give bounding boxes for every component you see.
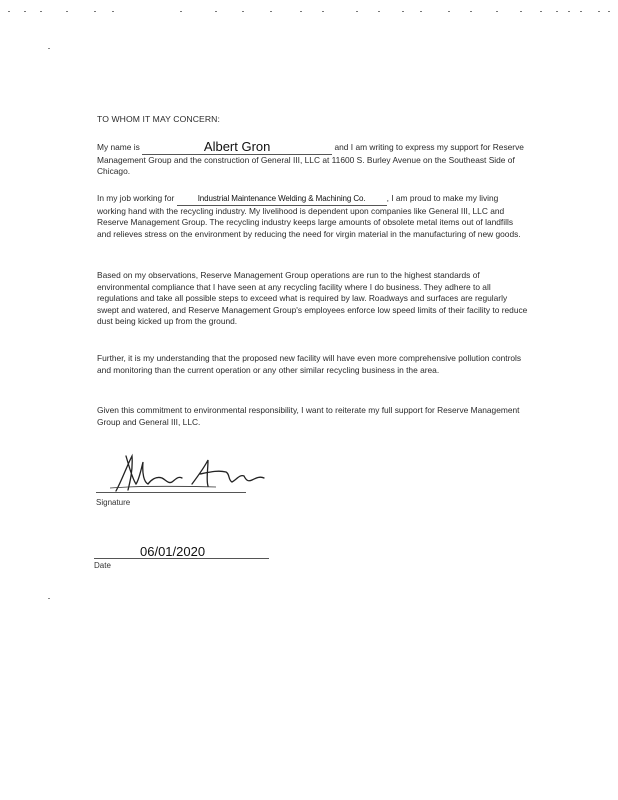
signature-block [96,446,276,516]
paragraph-name-rest: and I am writing to express my support for Reserve Management Group and the construction of General III, LLC at 11600 S. Burley Avenue on the Southeast Side of Chicago. [97,142,524,177]
date-line [94,558,269,559]
handwritten-signature [96,446,276,496]
date-label: Date [94,561,111,570]
date-value: 06/01/2020 [140,544,206,559]
salutation: TO WHOM IT MAY CONCERN: [97,114,220,124]
scan-artifact-dot [48,48,50,49]
name-blank [142,140,332,155]
paragraph-support: Given this commitment to environmental responsibility, I want to reiterate my full support for Reserve Management Group and General III, LLC. [97,405,520,427]
paragraph-name [97,140,529,178]
paragraph-name-lead: My name is [97,142,140,152]
paragraph-observations: Based on my observations, Reserve Management Group operations are run to the highest standards of environmental compliance that I have seen at any recycling facility where I do business. They adhere to all regulations and take all possible steps to exceed what is required by law. Roadways and surfaces are regularly swept and watered, and Reserve Management Group's employees enforce low speed limits of their facility to reduce dust being kicked up from the ground. [97,270,528,327]
name-value: Albert Gron [203,139,271,154]
signature-label: Signature [96,498,131,507]
paragraph-employer [97,193,529,240]
date-block [94,546,294,576]
scan-artifacts-top [0,0,618,20]
scan-artifact-dot [48,598,50,599]
paragraph-employer-rest: , I am proud to make my living working hand with the recycling industry. My livelihood is dependent upon companies like General III, LLC and Reserve Management Group. The recycling industry keeps large amounts of obsolete metal items out of landfills and relieves stress on the environment by reducing the need for virgin material in the manufacturing of new goods. [97,193,521,239]
employer-blank [177,193,387,206]
employer-value: Industrial Maintenance Welding & Machining Co. [197,194,366,203]
paragraph-employer-lead: In my job working for [97,193,175,203]
paragraph-facility: Further, it is my understanding that the proposed new facility will have even more comprehensive pollution controls and monitoring than the current operation or any other similar recycling business in the area. [97,353,522,375]
signature-line [96,492,246,493]
